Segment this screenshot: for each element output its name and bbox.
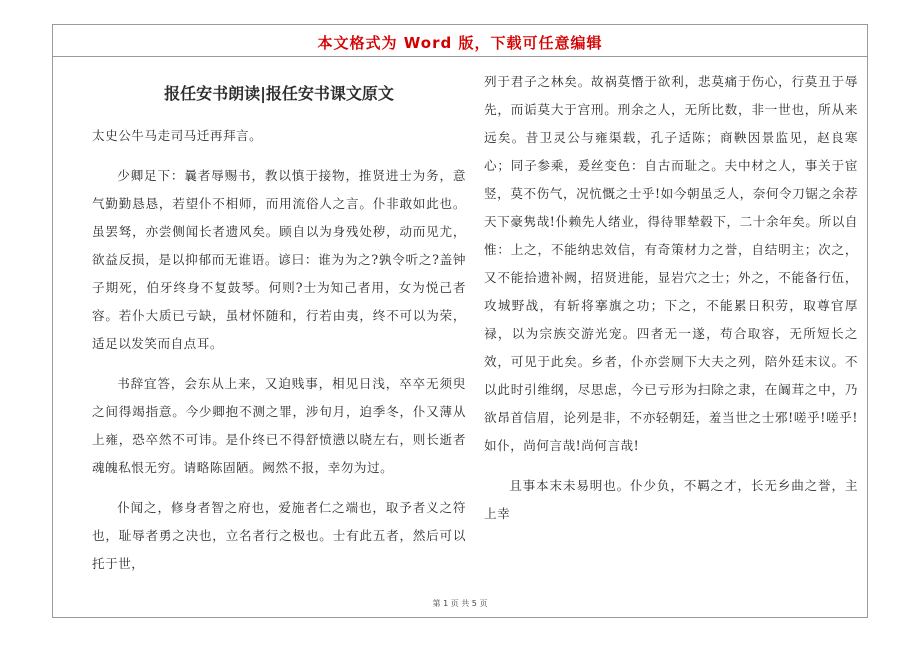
paragraph: 且事本末未易明也。仆少负，不羁之才，长无乡曲之誉，主上幸 bbox=[484, 478, 858, 521]
paragraph-salutation: 太史公牛马走司马迁再拜言。 bbox=[92, 128, 263, 143]
watermark-banner: 本文格式为 Word 版，下载可任意编辑 bbox=[317, 34, 603, 52]
right-column bbox=[484, 68, 858, 540]
header-rule bbox=[52, 56, 868, 57]
paragraph: 仆闻之，修身者智之府也，爱施者仁之端也，取予者义之符也，耻辱者勇之决也，立名者行之极也。士有此五者，然后可以托于世， bbox=[92, 500, 466, 571]
page-number: 第 1 页 共 5 页 bbox=[432, 599, 488, 608]
paragraph-continued: 列于君子之林矣。故祸莫憯于欲利，悲莫痛于伤心，行莫丑于辱先，而诟莫大于宫刑。刑余之人，无所比数，非一世也，所从来远矣。昔卫灵公与雍渠载，孔子适陈；商鞅因景监见，赵良寒心；同子参乘，爰丝变色：自古而耻之。夫中材之人，事关于宦竖，莫不伤气，况忼慨之士乎!如今朝虽乏人，奈何令刀锯之余荐天下豪隽哉!仆赖先人绪业，得待罪辇毂下，二十余年矣。所以自惟：上之，不能纳忠效信，有奇策材力之誉，自结明主；次之，又不能拾遗补阙，招贤进能，显岩穴之士；外之，不能备行伍，攻城野战，有斩将搴旗之功；下之，不能累日积劳，取尊官厚禄，以为宗族交游光宠。四者无一遂，苟合取容，无所短长之效，可见于此矣。乡者，仆亦尝厕下大夫之列，陪外廷末议。不以此时引维纲，尽思虑，今已亏形为扫除之隶，在阘茸之中，乃欲昂首信眉，论列是非，不亦轻朝廷，羞当世之士邪!嗟乎!嗟乎!如仆，尚何言哉!尚何言哉! bbox=[484, 74, 858, 453]
paragraph: 书辞宜答，会东从上来，又迫贱事，相见日浅，卒卒无须臾之间得竭指意。今少卿抱不测之罪，涉旬月，迫季冬，仆又薄从上雍，恐卒然不可讳。是仆终已不得舒愤懑以晓左右，则长逝者魂魄私恨无穷。请略陈固陋。阙然不报，幸勿为过。 bbox=[92, 376, 466, 475]
left-column bbox=[92, 68, 466, 590]
paragraph: 少卿足下：曩者辱赐书，教以慎于接物，推贤进士为务，意气勤勤恳恳，若望仆不相师，而用流俗人之言。仆非敢如此也。虽罢驽，亦尝侧闻长者遗风矣。顾自以为身残处秽，动而见尤，欲益反损，是以抑郁而无谁语。谚曰：谁为为之?孰令听之?盖钟子期死，伯牙终身不复鼓琴。何则?士为知己者用，女为悦己者容。若仆大质已亏缺，虽材怀随和，行若由夷，终不可以为荣，适足以发笑而自点耳。 bbox=[92, 168, 466, 351]
document-title: 报任安书朗读|报任安书课文原文 bbox=[164, 84, 394, 103]
